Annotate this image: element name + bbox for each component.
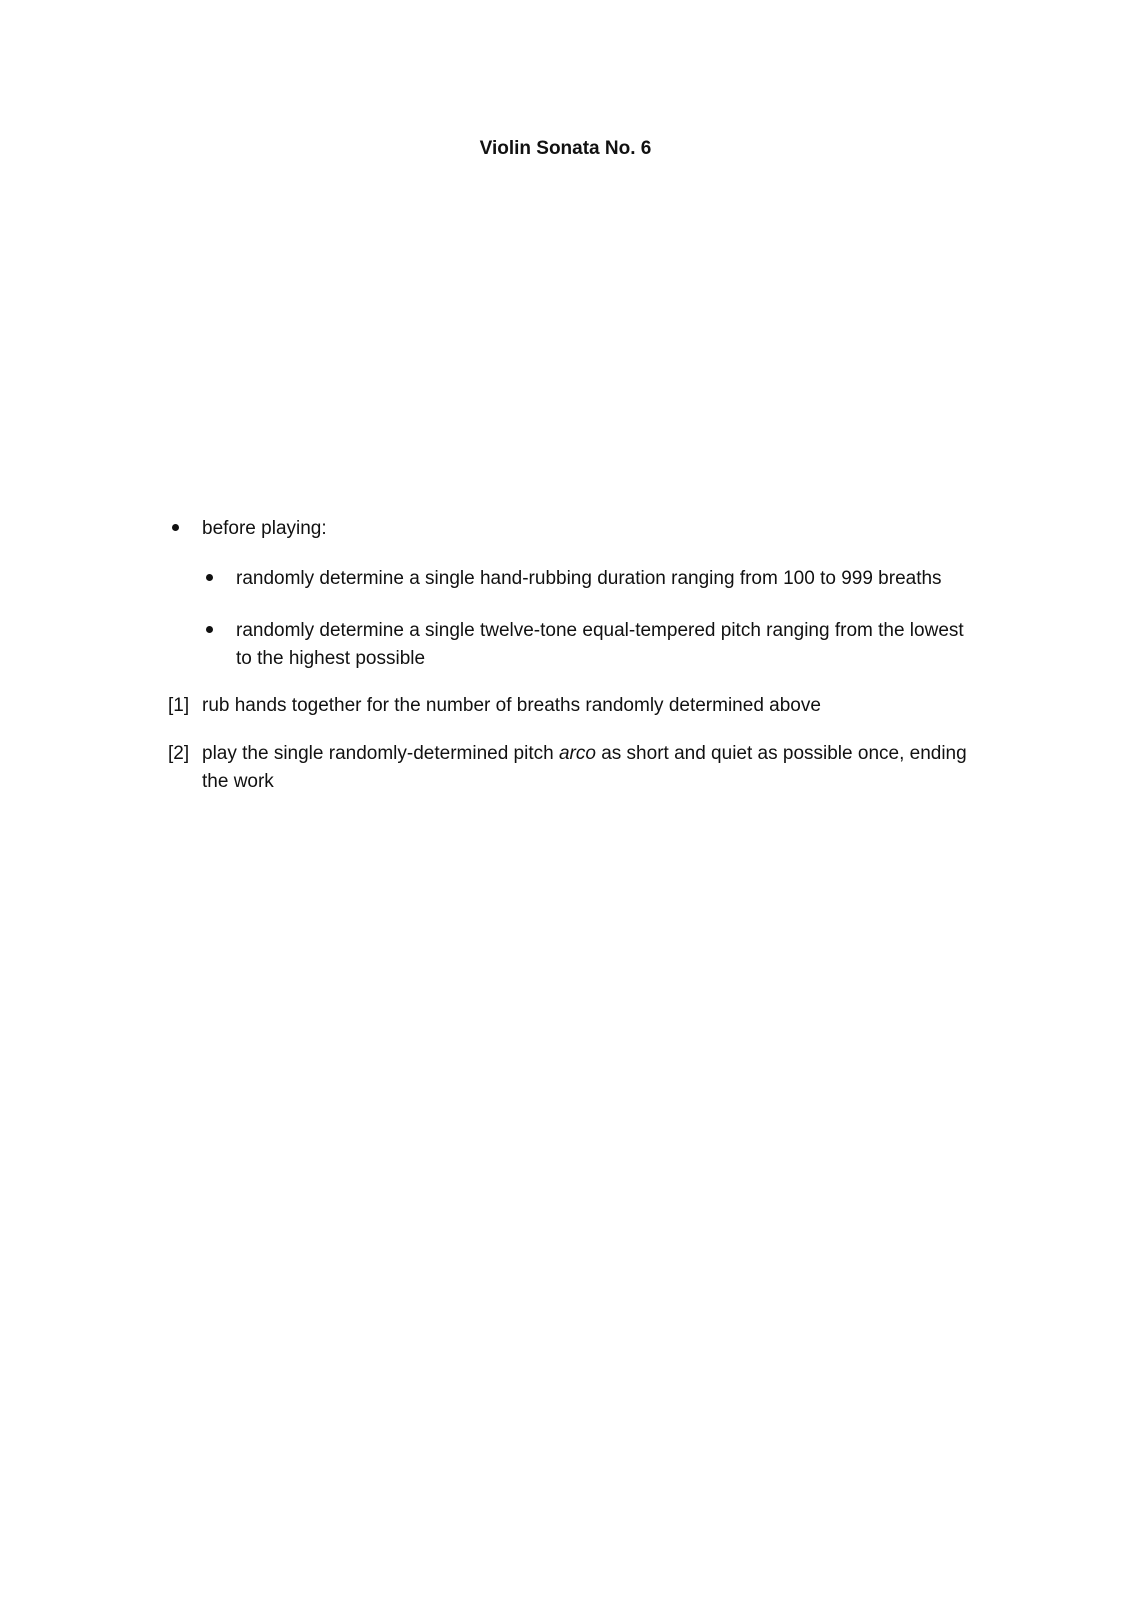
sub-item-duration: randomly determine a single hand-rubbing duration ranging from 100 to 999 breaths bbox=[236, 568, 942, 589]
sub-item-pitch-line-2: to the highest possible bbox=[236, 648, 426, 669]
step-2-text-line-2: the work bbox=[202, 771, 274, 792]
step-2-text-italic: arco bbox=[558, 743, 596, 764]
step-marker: [1] bbox=[168, 695, 190, 716]
step-2-text-pre: play the single randomly-determined pitch bbox=[202, 743, 559, 764]
page-title: Violin Sonata No. 6 bbox=[479, 138, 652, 159]
step-marker: [2] bbox=[168, 743, 190, 764]
bullet-icon bbox=[206, 574, 213, 581]
bullet-icon bbox=[206, 626, 213, 633]
step-1-text: rub hands together for the number of breaths randomly determined above bbox=[202, 695, 821, 716]
step-2-text-line-1 bbox=[202, 741, 967, 767]
step-2-text-post: as short and quiet as possible once, ending bbox=[595, 743, 967, 764]
bullet-icon bbox=[172, 524, 179, 531]
sub-item-pitch-line-1: randomly determine a single twelve-tone equal-tempered pitch ranging from the lowest bbox=[236, 620, 964, 641]
before-playing-heading: before playing: bbox=[202, 518, 327, 539]
